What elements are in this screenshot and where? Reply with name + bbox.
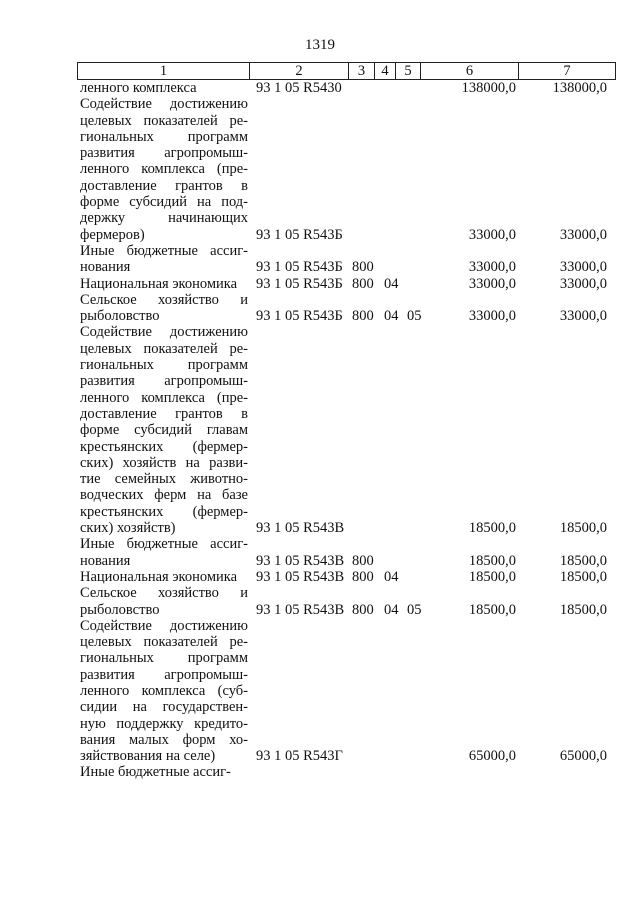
row-description xyxy=(80,243,248,276)
description-line: нования xyxy=(80,259,131,276)
section-code: 04 xyxy=(384,308,399,325)
section-code: 04 xyxy=(384,568,399,585)
page-number: 1319 xyxy=(305,37,335,53)
description-line: Содействие достижению xyxy=(80,96,248,113)
description-line: доставление грантов в xyxy=(80,177,248,194)
target-code: 93 1 05 R543Б xyxy=(256,259,343,276)
description-line: Национальная экономика xyxy=(80,275,238,292)
amount-col-6: 33000,0 xyxy=(468,259,516,276)
description-line: развития агропромыш- xyxy=(80,145,248,162)
description-line: сидии на государствен- xyxy=(80,699,248,716)
row-description xyxy=(80,276,248,292)
description-line: вания малых форм хо- xyxy=(80,731,248,748)
target-code: 93 1 05 R543В xyxy=(256,601,345,618)
description-line: Сельское хозяйство и xyxy=(80,585,248,602)
description-line: Иные бюджетные ассиг- xyxy=(80,242,248,259)
target-code: 93 1 05 R543В xyxy=(256,520,345,537)
description-line: целевых показателей ре- xyxy=(80,340,248,357)
row-description xyxy=(80,585,248,618)
description-line: доставление грантов в xyxy=(80,405,248,422)
description-line: рыболовство xyxy=(80,308,160,325)
header-col-6: 6 xyxy=(421,63,519,80)
description-line: крестьянских (фермер- xyxy=(80,438,248,455)
description-line: зяйствования на селе) xyxy=(80,748,216,765)
expense-type: 800 xyxy=(352,568,374,585)
table-row xyxy=(0,324,640,536)
amount-col-6: 33000,0 xyxy=(468,308,516,325)
description-line: развития агропромыш- xyxy=(80,666,248,683)
header-col-4: 4 xyxy=(375,63,396,80)
description-line: водческих ферм на базе xyxy=(80,487,248,504)
amount-col-6: 18500,0 xyxy=(468,568,516,585)
amount-col-6: 65000,0 xyxy=(468,748,516,765)
subsection-code: 05 xyxy=(407,601,422,618)
table-row xyxy=(0,764,640,780)
header-col-7: 7 xyxy=(519,63,616,80)
row-description xyxy=(80,292,248,325)
amount-col-7: 138000,0 xyxy=(552,80,607,96)
description-line: держку начинающих xyxy=(80,210,248,227)
header-col-5: 5 xyxy=(396,63,421,80)
table-row xyxy=(0,292,640,325)
row-description xyxy=(80,764,248,780)
target-code: 93 1 05 R543В xyxy=(256,552,345,569)
description-line: Национальная экономика xyxy=(80,568,238,585)
description-line: ленного комплекса (пре- xyxy=(80,389,248,406)
target-code: 93 1 05 R5430 xyxy=(256,80,342,96)
table-row xyxy=(0,276,640,292)
target-code: 93 1 05 R543Г xyxy=(256,748,343,765)
header-col-2: 2 xyxy=(250,63,349,80)
description-line: Содействие достижению xyxy=(80,324,248,341)
description-line: форме субсидий на под- xyxy=(80,194,248,211)
row-description xyxy=(80,569,248,585)
target-code: 93 1 05 R543Б xyxy=(256,275,343,292)
description-line: Содействие достижению xyxy=(80,617,248,634)
description-line: ную поддержку кредито- xyxy=(80,715,248,732)
table-body xyxy=(0,80,640,781)
amount-col-6: 33000,0 xyxy=(468,275,516,292)
description-line: рыболовство xyxy=(80,601,160,618)
description-line: тие семейных животно- xyxy=(80,471,248,488)
amount-col-7: 18500,0 xyxy=(559,568,607,585)
description-line: гиональных программ xyxy=(80,650,248,667)
row-description xyxy=(80,618,248,765)
header-col-3: 3 xyxy=(349,63,375,80)
description-line: Иные бюджетные ассиг- xyxy=(80,764,231,781)
description-line: ских) хозяйств на разви- xyxy=(80,454,248,471)
table-row xyxy=(0,243,640,276)
amount-col-6: 138000,0 xyxy=(461,80,516,96)
amount-col-6: 33000,0 xyxy=(468,226,516,243)
amount-col-6: 18500,0 xyxy=(468,552,516,569)
description-line: целевых показателей ре- xyxy=(80,112,248,129)
amount-col-7: 18500,0 xyxy=(559,552,607,569)
amount-col-7: 33000,0 xyxy=(559,308,607,325)
amount-col-6: 18500,0 xyxy=(468,520,516,537)
description-line: ских) хозяйств) xyxy=(80,520,176,537)
row-description xyxy=(80,80,248,96)
description-line: целевых показателей ре- xyxy=(80,634,248,651)
table-row xyxy=(0,96,640,243)
description-line: Иные бюджетные ассиг- xyxy=(80,536,248,553)
row-description xyxy=(80,324,248,536)
description-line: ленного комплекса (пре- xyxy=(80,161,248,178)
subsection-code: 05 xyxy=(407,308,422,325)
description-line: фермеров) xyxy=(80,226,145,243)
target-code: 93 1 05 R543В xyxy=(256,568,345,585)
amount-col-7: 18500,0 xyxy=(559,520,607,537)
table-row xyxy=(0,585,640,618)
table-row xyxy=(0,618,640,765)
section-code: 04 xyxy=(384,601,399,618)
section-code: 04 xyxy=(384,275,399,292)
description-line: крестьянских (фермер- xyxy=(80,503,248,520)
target-code: 93 1 05 R543Б xyxy=(256,308,343,325)
table-row xyxy=(0,80,640,96)
description-line: ленного комплекса (суб- xyxy=(80,682,248,699)
header-col-1: 1 xyxy=(78,63,250,80)
row-description xyxy=(80,96,248,243)
description-line: гиональных программ xyxy=(80,128,248,145)
expense-type: 800 xyxy=(352,308,374,325)
description-line: Сельское хозяйство и xyxy=(80,291,248,308)
description-line: ленного комплекса xyxy=(80,80,197,96)
amount-col-7: 33000,0 xyxy=(559,259,607,276)
description-line: нования xyxy=(80,552,131,569)
amount-col-7: 18500,0 xyxy=(559,601,607,618)
expense-type: 800 xyxy=(352,601,374,618)
row-description xyxy=(80,536,248,569)
description-line: развития агропромыш- xyxy=(80,373,248,390)
description-line: форме субсидий главам xyxy=(80,422,248,439)
expense-type: 800 xyxy=(352,552,374,569)
amount-col-7: 65000,0 xyxy=(559,748,607,765)
table-header xyxy=(77,62,616,80)
table-row xyxy=(0,536,640,569)
table-row xyxy=(0,569,640,585)
expense-type: 800 xyxy=(352,275,374,292)
amount-col-7: 33000,0 xyxy=(559,226,607,243)
amount-col-6: 18500,0 xyxy=(468,601,516,618)
expense-type: 800 xyxy=(352,259,374,276)
target-code: 93 1 05 R543Б xyxy=(256,226,343,243)
description-line: гиональных программ xyxy=(80,357,248,374)
amount-col-7: 33000,0 xyxy=(559,275,607,292)
